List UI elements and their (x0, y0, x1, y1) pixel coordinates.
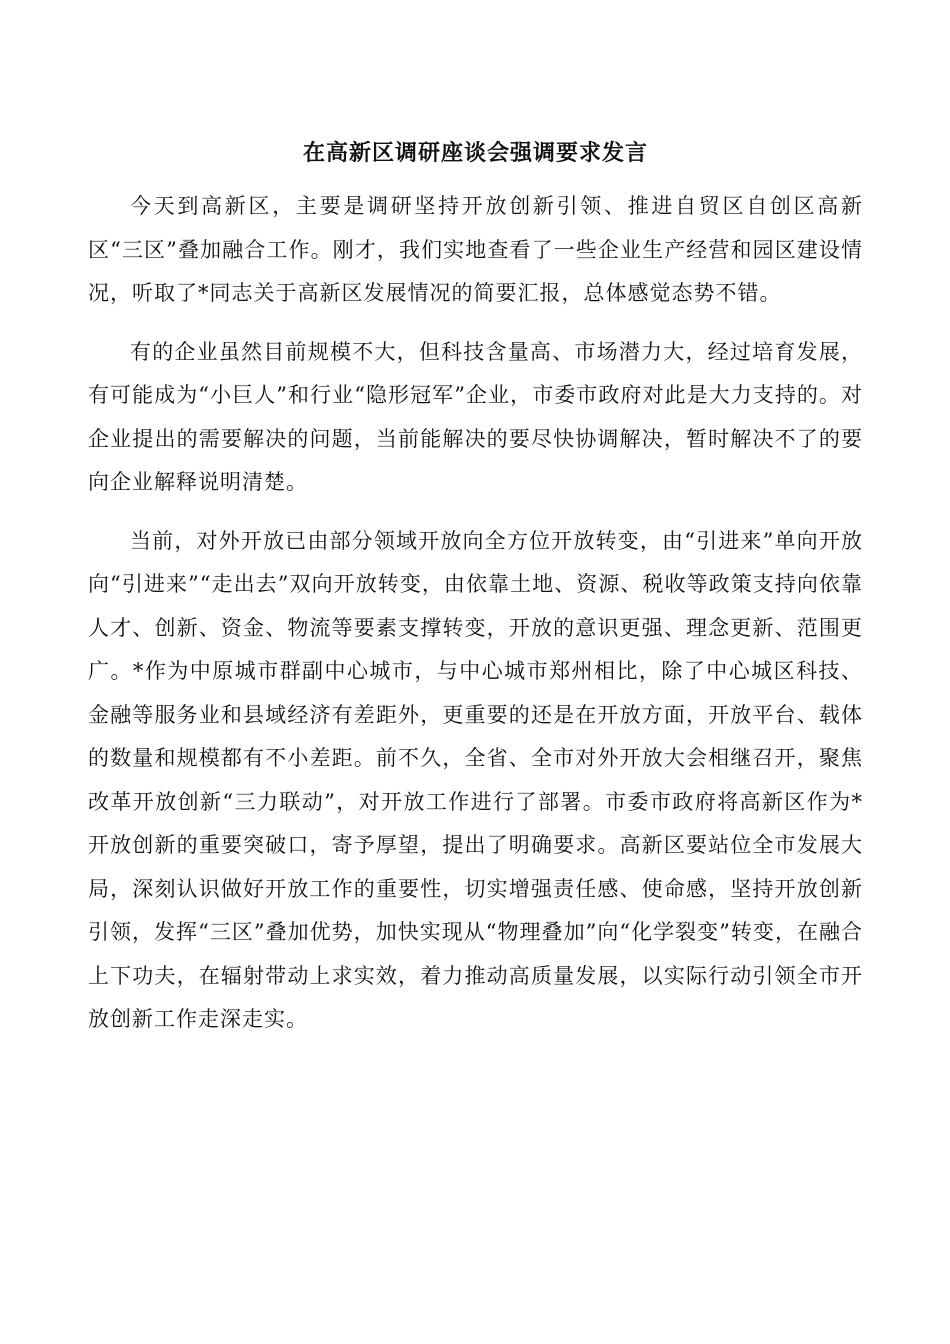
paragraph-2: 有的企业虽然目前规模不大，但科技含量高、市场潜力大，经过培育发展，有可能成为“小巨人”和行业“隐形冠军”企业，市委市政府对此是大力支持的。对企业提出的需要解决的问题，当前能解决的要尽快协调解决，暂时解决不了的要向企业解释说明清楚。 (88, 339, 863, 494)
document-title: 在高新区调研座谈会强调要求发言 (302, 140, 648, 166)
paragraph-3: 当前，对外开放已由部分领域开放向全方位开放转变，由“引进来”单向开放向“引进来”“走出去”双向开放转变，由依靠土地、资源、税收等政策支持向依靠人才、创新、资金、物流等要素支撑转变，开放的意识更强、理念更新、范围更广。*作为中原城市群副中心城市，与中心城市郑州相比，除了中心城区科技、金融等服务业和县域经济有差距外，更重要的还是在开放方面，开放平台、载体的数量和规模都有不小差距。前不久，全省、全市对外开放大会相继召开，聚焦改革开放创新“三力联动”，对开放工作进行了部署。市委市政府将高新区作为*开放创新的重要突破口，寄予厚望，提出了明确要求。高新区要站位全市发展大局，深刻认识做好开放工作的重要性，切实增强责任感、使命感，坚持开放创新引领，发挥“三区”叠加优势，加快实现从“物理叠加”向“化学裂变”转变，在融合上下功夫，在辐射带动上求实效，着力推动高质量发展，以实际行动引领全市开放创新工作走深走实。 (88, 528, 863, 1031)
document-page (88, 133, 863, 1042)
paragraph-1: 今天到高新区，主要是调研坚持开放创新引领、推进自贸区自创区高新区“三区”叠加融合工作。刚才，我们实地查看了一些企业生产经营和园区建设情况，听取了*同志关于高新区发展情况的简要汇报，总体感觉态势不错。 (88, 194, 863, 305)
